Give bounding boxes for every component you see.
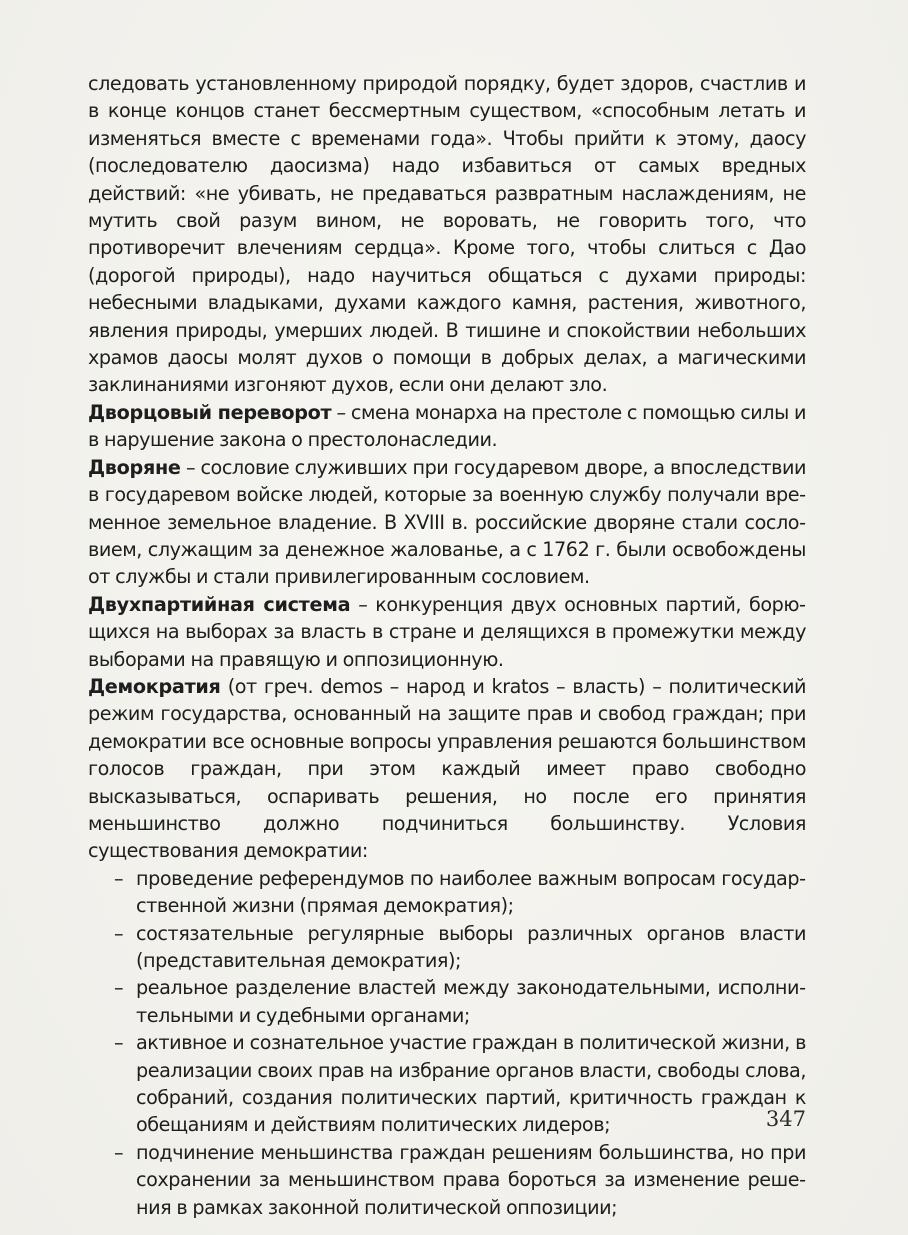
list-item: – реальное разделение властей между законодательными, исполнительными и судебными органами; [114, 974, 806, 1029]
entry-term: Дворяне [88, 455, 181, 479]
democracy-conditions-list [88, 865, 806, 1221]
entry-dvoryane [88, 454, 806, 591]
entry-definition: – конкуренция двух основных партий, борющихся на выборах за власть в стране и делящихся в промежутки между выборами на правящую и оппозиционную. [88, 592, 806, 671]
entry-definition: – смена монарха на престоле с помощью силы и в нарушение закона о престолонаследии. [88, 400, 807, 452]
entry-dvukhpartiynaya-sistema [88, 591, 806, 673]
list-item: – проведение референдумов по наиболее важным вопросам государственной жизни (прямая демократия); [114, 865, 806, 920]
entry-demokratiya [88, 673, 806, 865]
entry-term: Двухпартийная система [88, 592, 351, 616]
intro-paragraph: следовать установленному природой порядку, будет здоров, счастлив и в конце концов станет бессмертным существом, «способным летать и изменяться вместе с временами года». Чтобы прийти к этому, даосу (последователю даосизма) надо избавиться от самых вредных действий: «не убивать, не предаваться развратным наслаждениям, не мутить свой разум вином, не воровать, не говорить того, что противоречит влечениям сердца». Кроме того, чтобы слиться с Дао (дорогой природы), надо научиться общаться с духами природы: небесными владыками, духами каждого камня, растения, животного, явления природы, умерших людей. В тишине и спокойствии небольших храмов даосы молят духов о помощи в добрых делах, а магическими заклинаниями изгоняют духов, если они делают зло. [88, 72, 806, 397]
text-column [88, 70, 806, 1221]
entry-term: Демократия [88, 674, 221, 698]
entry-term: Дворцовый переворот [88, 400, 332, 424]
list-item: – состязательные регулярные выборы различных органов власти (представительная демократия); [114, 920, 806, 975]
entry-definition: – сословие служивших при государевом дворе, а впоследствии в государевом войске людей, которые за военную службу получали временное земельное владение. В XVIII в. российские дворяне стали сословием, служащим за денежное жалованье, а с 1762 г. были освобождены от службы и стали привилегированным сословием. [88, 455, 806, 589]
list-item: – подчинение меньшинства граждан решениям большинства, но при сохранении за меньшинством права бороться за изменение решения в рамках законной политической оппозиции; [114, 1139, 806, 1221]
entry-definition: (от греч. demos – народ и kratos – власть) – политический режим государства, основанный на защите прав и свобод граждан; при демократии все основные вопросы управления решаются большинством голосов граждан, при этом каждый имеет право свободно высказываться, оспаривать решения, но после его принятия меньшинство должно подчиниться большинству. Условия существования демократии: [88, 674, 806, 863]
entry-dvortsovy-perevorot [88, 399, 806, 454]
page-number: 347 [765, 1107, 806, 1131]
list-item: – активное и сознательное участие граждан в политической жизни, в реализации своих прав на избрание органов власти, свободы слова, собраний, создания политических партий, критичность граждан к обещаниям и действиям политических лидеров; [114, 1029, 806, 1139]
